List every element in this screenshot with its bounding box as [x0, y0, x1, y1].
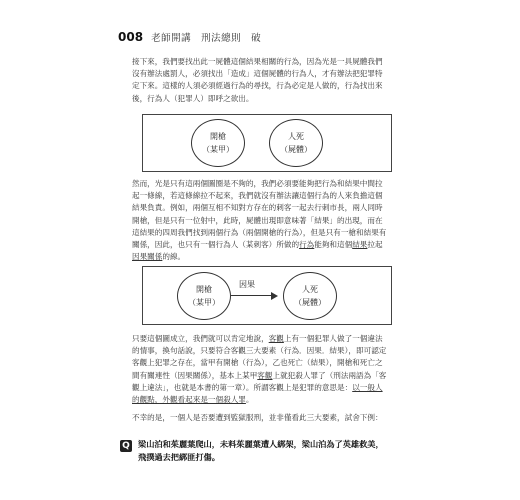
result-sublabel: （屍體）: [294, 298, 326, 307]
result-label: 人死: [288, 132, 304, 141]
diagram-act-result: [142, 114, 392, 172]
result-sublabel: （屍體）: [280, 145, 312, 154]
objective-b: 上有一個犯罪人做了一個違法的情事，換句話說，只要符合客觀三大要素（行為．因果．結果），即可認定客觀上犯罪之存在，當甲有開槍（行為），乙也死亡（結果），開槍和死亡之間有關連性（因果關係），基本上某甲: [132, 334, 387, 380]
underlined-act: 行為: [299, 240, 315, 250]
paragraph-objective: [132, 333, 390, 406]
underlined-causation: 因果關係: [132, 252, 163, 262]
causation-end: 拉起: [367, 240, 383, 250]
paragraph-causation: [132, 178, 390, 263]
page-header: [118, 30, 261, 48]
diagram-causation: [142, 266, 392, 325]
objective-c: 上就犯殺人罪了（刑法兩語為「客觀上違法」，也就是本書的第一章）。所謂客觀上是犯罪的意思是：: [132, 370, 387, 392]
paragraph-intro: 接下來，我們要找出此一屍體這個結果相關的行為，因為光是一具屍體我們沒有辦法處罰人，必須找出「造成」這個屍體的行為人，才有辦法把犯罪特定下來。這樣的人須必須經過行為的尋找，行為必定是人做的，行為找出來後，行為人（犯罪人）即呼之欲出。: [132, 57, 383, 103]
question-icon: Q: [120, 440, 132, 452]
act-label: 開槍: [196, 285, 212, 294]
causation-mid: 能夠和這個: [314, 240, 353, 250]
act-label: 開槍: [210, 132, 226, 141]
circle-result: [269, 119, 323, 167]
causation-arrow-label: 因果: [239, 280, 255, 289]
objective-d: 。: [245, 395, 254, 405]
underlined-general-view: 以一般人的觀點，外觀看起來是一個殺人罪: [132, 382, 383, 405]
underlined-objective-2: 客觀: [257, 370, 273, 380]
objective-a: 只要這個圖成立，我們就可以肯定地說，: [132, 334, 269, 343]
act-sublabel: （某甲）: [202, 145, 234, 154]
circle-act: [177, 272, 231, 320]
page-number: 008: [118, 30, 144, 44]
act-sublabel: （某甲）: [188, 298, 220, 307]
result-label: 人死: [302, 285, 318, 294]
underlined-objective-1: 客觀: [268, 334, 284, 343]
running-head: 老師開講 刑法總則 破: [151, 33, 262, 44]
question-text: 梁山泊和茱麗葉爬山，未料茱麗葉遭人綁架，梁山泊為了英雄救美，飛撲過去把綁匪打傷。: [138, 439, 384, 462]
underlined-result: 結果: [352, 240, 368, 250]
circle-result: [283, 272, 337, 320]
causation-arrow: [231, 295, 275, 296]
paragraph-transition: 不幸的是，一個人是否要遭到監獄服刑，並非僅看此三大要素，試舍下例：: [132, 413, 383, 422]
arrow-head-icon: [271, 292, 278, 300]
causation-text: 然而，光是只有這兩個圖圈是不夠的，我們必須要能夠把行為和結果中間拉起一條線，若這條線拉不起來，我們就沒有辦法讓這個行為的人來負擔這個結果負責。例如，兩個互相不知對方存在的刺客一起去行刺市長，兩人同時開槍，但是只有一位射中，此時，屍體出現即意味著「結果」的出現，而在這結果的四周我們找到兩個行為（兩個開槍的行為），但是只有一槍和結果有關係，因此，也只有一個行為人（某刺客）所做的: [132, 179, 387, 250]
causation-tail: 的線。: [162, 252, 186, 262]
circle-act: [191, 119, 245, 167]
